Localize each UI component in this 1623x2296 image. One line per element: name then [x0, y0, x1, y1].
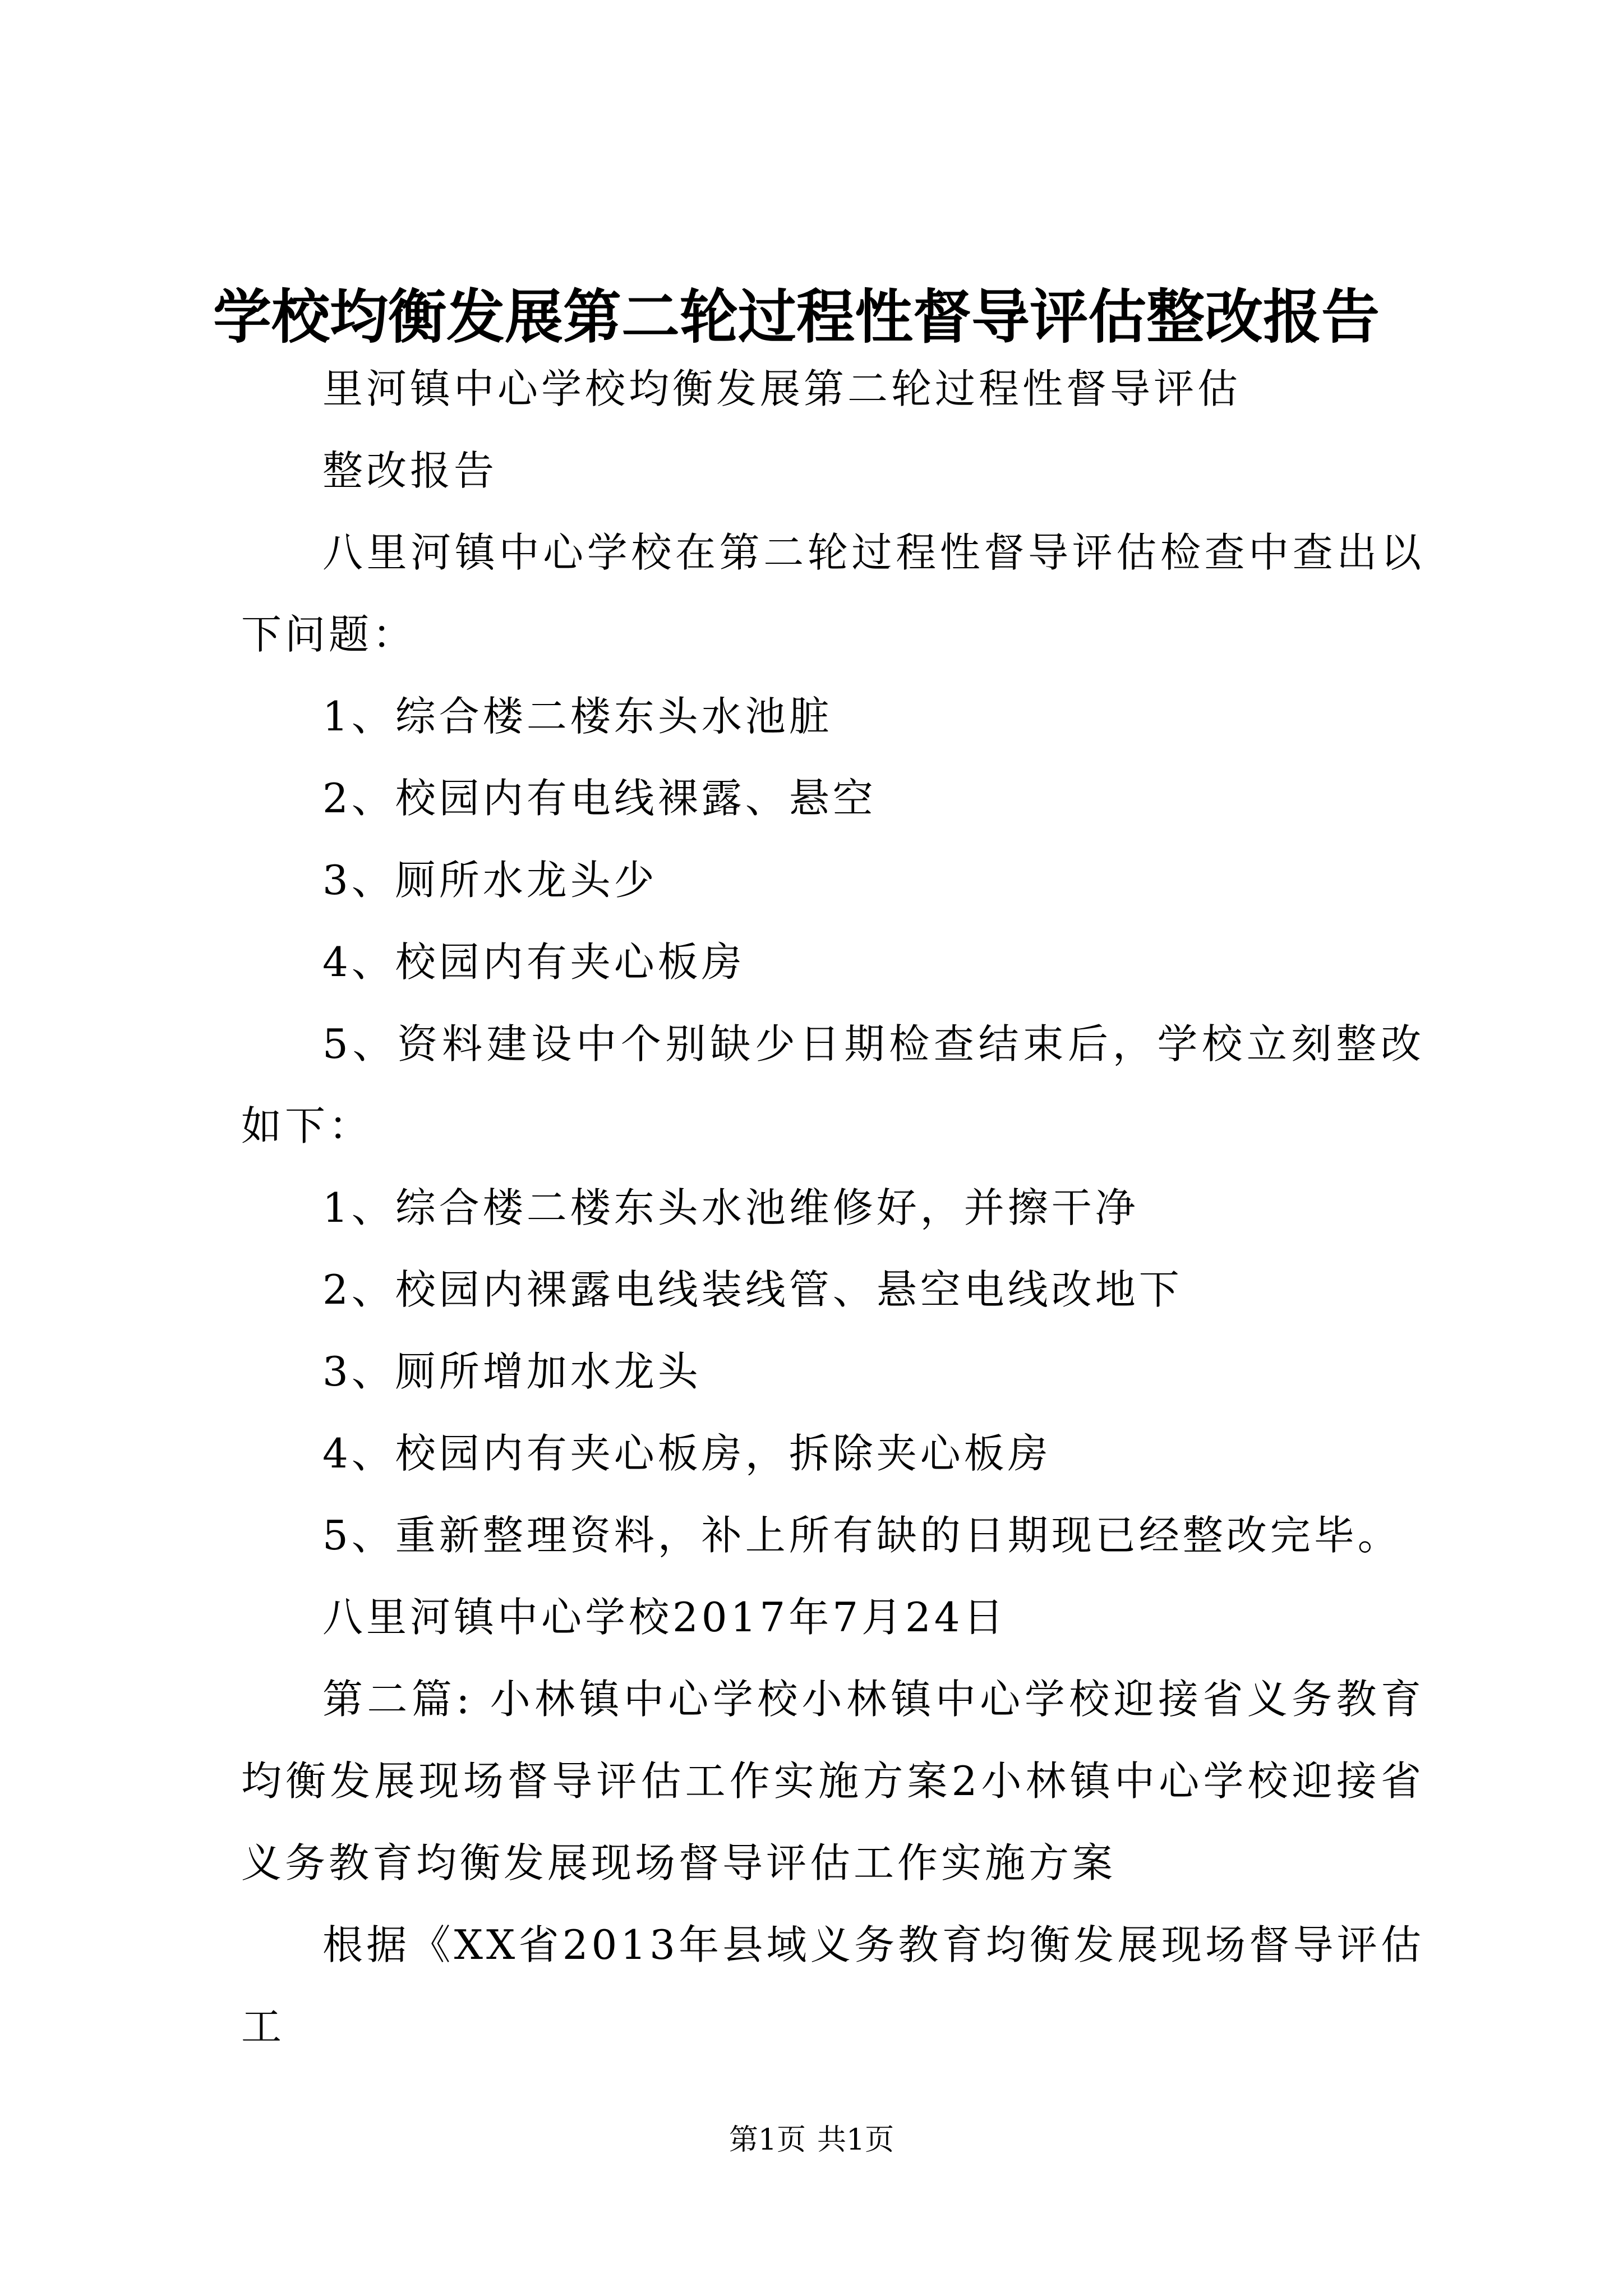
paragraph: 1、综合楼二楼东头水池脏 [322, 693, 833, 740]
paragraph: 八里河镇中心学校2017年7月24日 [322, 1594, 1007, 1641]
page-number: 第1页 [728, 2123, 806, 2157]
paragraph: 第二篇: 小林镇中心学校小林镇中心学校迎接省义务教育均衡发展现场督导评估工作实施方案2小林镇中心学校迎接省义务教育均衡发展现场督导评估工作实施方案 [241, 1676, 1424, 1887]
document-title: 学校均衡发展第二轮过程性督导评估整改报告 [213, 283, 1380, 351]
paragraph: 里河镇中心学校均衡发展第二轮过程性督导评估 [322, 365, 1242, 412]
paragraph: 2、校园内裸露电线装线管、悬空电线改地下 [322, 1266, 1183, 1313]
paragraph: 2、校园内有电线裸露、悬空 [322, 775, 877, 822]
paragraph: 3、厕所水龙头少 [322, 857, 658, 904]
paragraph: 4、校园内有夹心板房，拆除夹心板房 [322, 1430, 1052, 1477]
paragraph: 1、综合楼二楼东头水池维修好，并擦干净 [322, 1184, 1139, 1231]
document-body [241, 348, 1424, 2068]
paragraph: 5、资料建设中个别缺少日期检查结束后，学校立刻整改如下： [241, 1020, 1424, 1149]
paragraph: 3、厕所增加水龙头 [322, 1348, 702, 1395]
paragraph: 整改报告 [322, 447, 498, 494]
page-total: 共1页 [817, 2123, 895, 2157]
paragraph: 根据《XX省2013年县域义务教育均衡发展现场督导评估工 [241, 1921, 1424, 2050]
paragraph: 八里河镇中心学校在第二轮过程性督导评估检查中查出以下问题： [241, 529, 1424, 658]
page-footer [0, 2120, 1623, 2160]
paragraph: 5、重新整理资料，补上所有缺的日期现已经整改完毕。 [322, 1512, 1401, 1559]
paragraph: 4、校园内有夹心板房 [322, 938, 745, 986]
